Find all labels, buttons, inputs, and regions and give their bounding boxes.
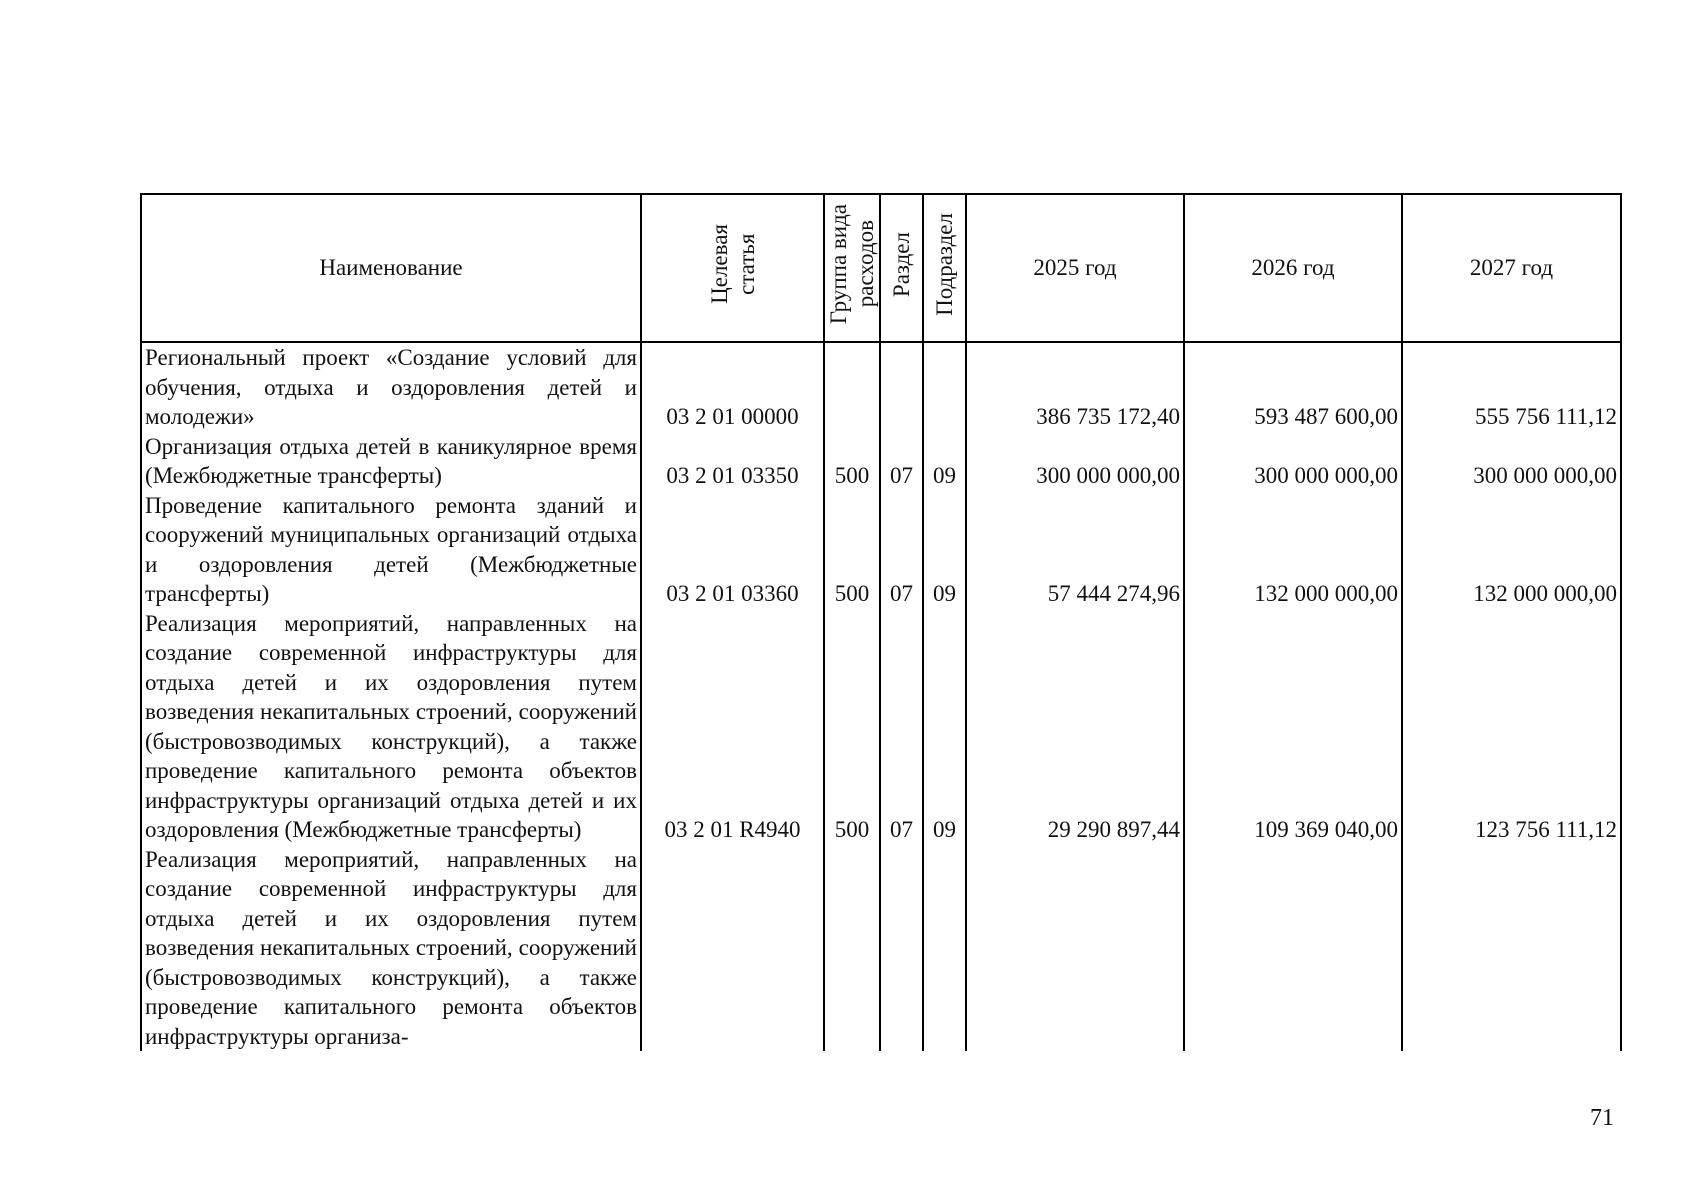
budget-table	[140, 193, 1622, 1051]
row-amount-2026: 109 369 040,00	[1184, 609, 1402, 845]
row-amount-2025: 386 735 172,40	[966, 342, 1184, 432]
row-amount-2025: 300 000 000,00	[966, 432, 1184, 491]
row-expense-group: 500	[824, 432, 880, 491]
row-subsection	[923, 845, 966, 1052]
row-amount-2027	[1402, 845, 1621, 1052]
table-header-row	[141, 194, 1621, 342]
table-row	[141, 491, 1621, 609]
row-target-code: 03 2 01 R4940	[641, 609, 824, 845]
row-expense-group: 500	[824, 491, 880, 609]
row-name: Организация отдыха детей в каникулярное время (Межбюджетные трансферты)	[141, 432, 641, 491]
row-name: Реализация мероприятий, направленных на создание современной инфраструктуры для отдыха детей и их оздоровления путем возведения некапитальных строений, сооружений (быстровозводимых конструкций), а также проведение капитального ремонта объектов инфраструктуры организаций отдыха детей и их оздоровления (Межбюджетные трансферты)	[141, 609, 641, 845]
row-amount-2027: 123 756 111,12	[1402, 609, 1621, 845]
row-name: Региональный проект «Создание условий для обучения, отдыха и оздоровления детей и молодежи»	[141, 342, 641, 432]
header-subsection: Подраздел	[923, 194, 966, 342]
row-amount-2025: 57 444 274,96	[966, 491, 1184, 609]
row-amount-2025	[966, 845, 1184, 1052]
header-expense-group: Группа вида расходов	[824, 194, 880, 342]
row-name: Проведение капитального ремонта зданий и сооружений муниципальных организаций отдыха и оздоровления детей (Межбюджетные трансферты)	[141, 491, 641, 609]
row-section	[880, 342, 923, 432]
row-amount-2026	[1184, 845, 1402, 1052]
page-number: 71	[1590, 1105, 1614, 1131]
row-expense-group: 500	[824, 609, 880, 845]
table-row	[141, 432, 1621, 491]
header-section: Раздел	[880, 194, 923, 342]
row-subsection	[923, 342, 966, 432]
row-section: 07	[880, 432, 923, 491]
row-section: 07	[880, 609, 923, 845]
row-subsection: 09	[923, 432, 966, 491]
header-target-article: Целевая статья	[641, 194, 824, 342]
row-amount-2027: 555 756 111,12	[1402, 342, 1621, 432]
row-section	[880, 845, 923, 1052]
row-target-code: 03 2 01 03360	[641, 491, 824, 609]
row-name: Реализация мероприятий, направленных на создание современной инфраструктуры для отдыха детей и их оздоровления путем возведения некапитальных строений, сооружений (быстровозводимых конструкций), а также проведение капитального ремонта объектов инфраструктуры организа-	[141, 845, 641, 1052]
row-amount-2026: 300 000 000,00	[1184, 432, 1402, 491]
table-row	[141, 342, 1621, 432]
row-target-code: 03 2 01 00000	[641, 342, 824, 432]
row-expense-group	[824, 342, 880, 432]
header-year-2027: 2027 год	[1402, 194, 1621, 342]
row-amount-2026: 593 487 600,00	[1184, 342, 1402, 432]
row-subsection: 09	[923, 491, 966, 609]
row-amount-2026: 132 000 000,00	[1184, 491, 1402, 609]
row-section: 07	[880, 491, 923, 609]
header-name: Наименование	[141, 194, 641, 342]
row-target-code	[641, 845, 824, 1052]
header-year-2026: 2026 год	[1184, 194, 1402, 342]
row-amount-2027: 300 000 000,00	[1402, 432, 1621, 491]
row-expense-group	[824, 845, 880, 1052]
row-amount-2027: 132 000 000,00	[1402, 491, 1621, 609]
header-year-2025: 2025 год	[966, 194, 1184, 342]
table-row	[141, 845, 1621, 1052]
row-subsection: 09	[923, 609, 966, 845]
table-row	[141, 609, 1621, 845]
row-target-code: 03 2 01 03350	[641, 432, 824, 491]
row-amount-2025: 29 290 897,44	[966, 609, 1184, 845]
